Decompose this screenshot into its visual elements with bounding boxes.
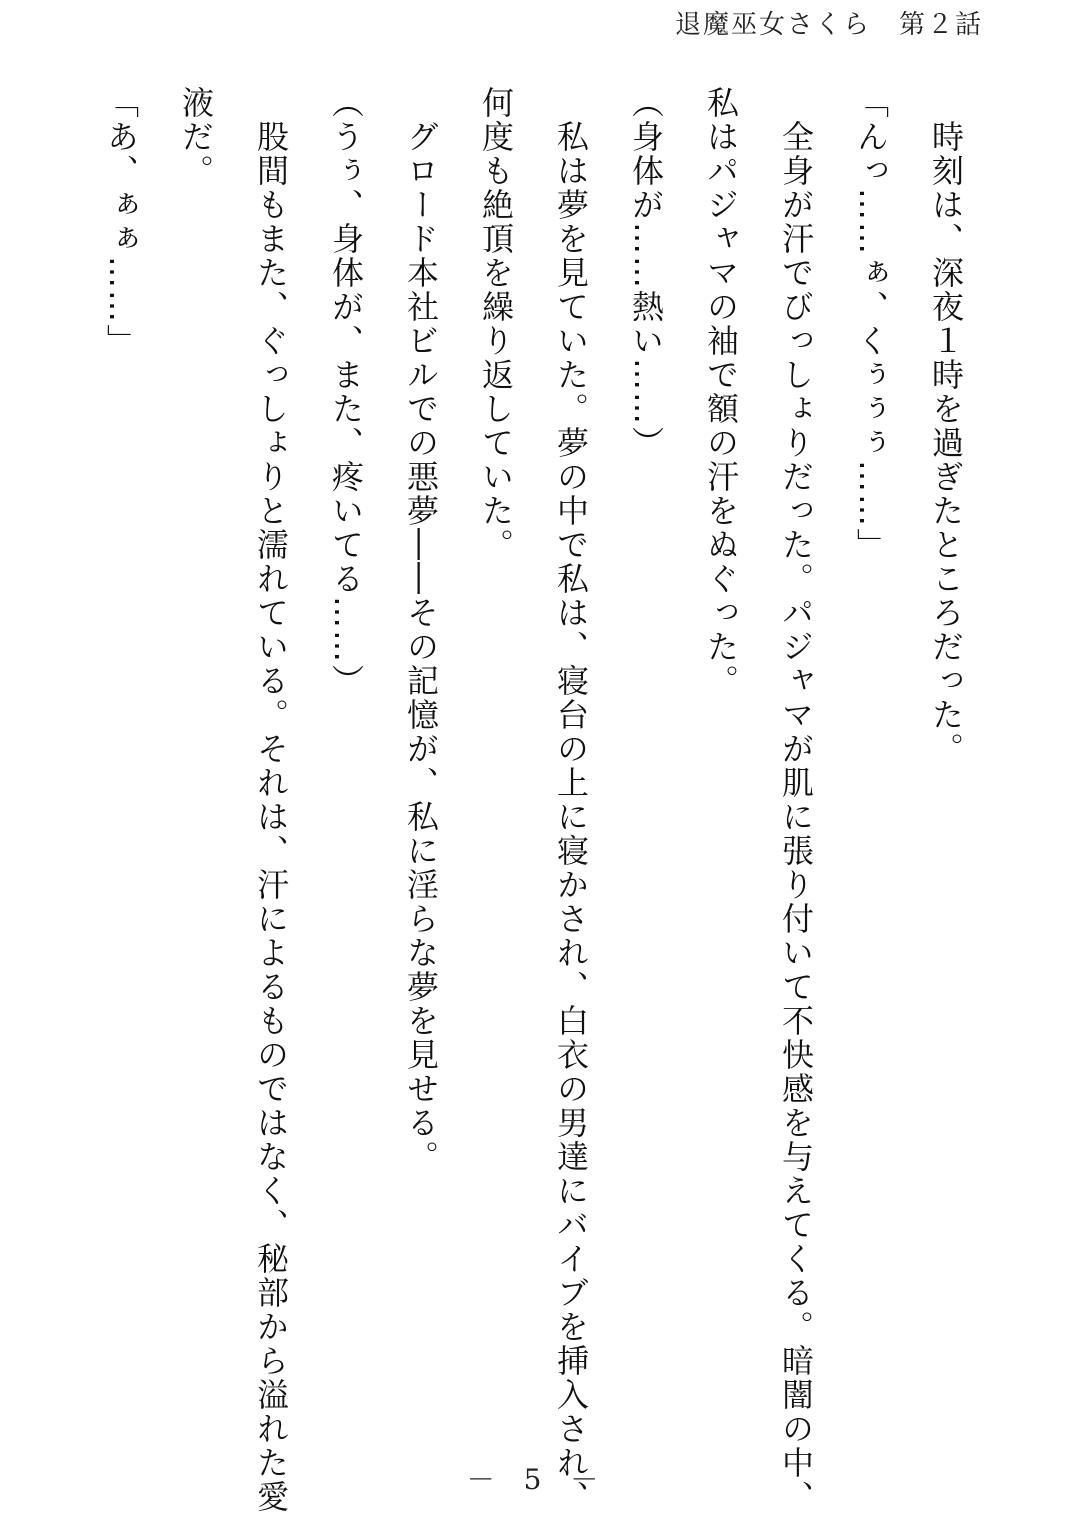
text-line: 私は夢を見ていた。夢の中で私は、寝台の上に寝かされ、白衣の男達にバイブを挿入され、 (552, 86, 590, 1514)
text-line: 私はパジャマの袖で額の汗をぬぐった。 (702, 86, 740, 698)
text-line: グロード本社ビルでの悪夢――その記憶が、私に淫らな夢を見せる。 (402, 86, 440, 1174)
text-line: 時刻は、深夜１時を過ぎたところだった。 (927, 86, 965, 766)
text-line: 何度も絶頂を繰り返していた。 (477, 86, 515, 562)
text-line: 「んっ……ぁ、くぅぅぅ……」 (852, 86, 890, 562)
text-line: 股間もまた、ぐっしょりと濡れている。それは、汗によるものではなく、秘部から溢れた愛 (252, 86, 290, 1514)
page-number: － 5 － (466, 1463, 609, 1496)
running-title: 退魔巫女さくら 第２話 (674, 10, 983, 40)
text-line: （身体が……熱い……） (627, 86, 665, 460)
text-line: 全身が汗でびっしょりだった。パジャマが肌に張り付いて不快感を与えてくる。暗闇の中、 (777, 86, 815, 1514)
text-line: 液だ。 (177, 86, 215, 188)
text-line: （うぅ、身体が、また、疼いてる……） (327, 86, 365, 698)
text-line: 「あ、ぁぁ……」 (102, 86, 140, 358)
body-text (83, 86, 983, 1514)
